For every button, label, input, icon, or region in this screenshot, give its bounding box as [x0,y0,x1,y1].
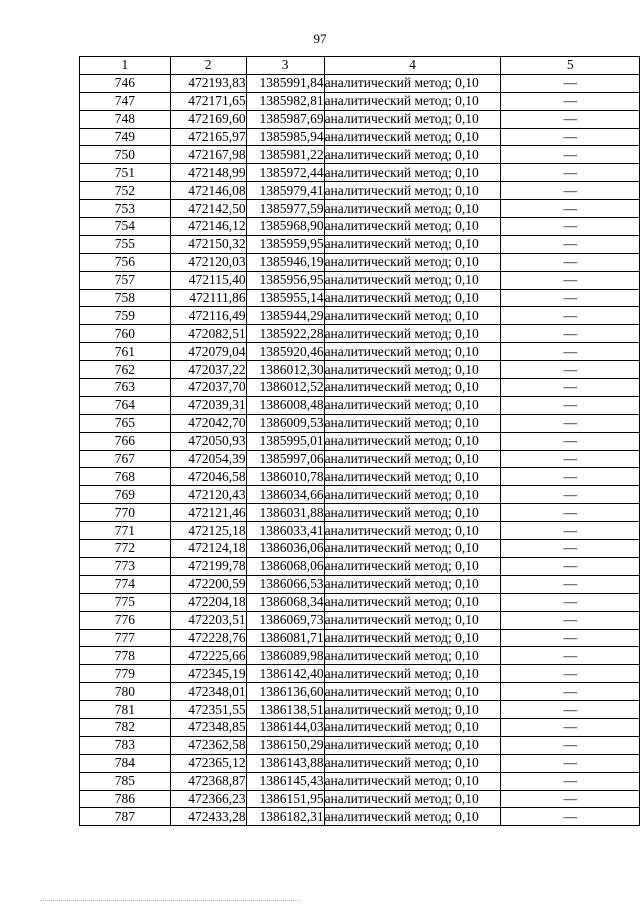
point-number-cell: 761 [80,343,171,361]
method-accuracy-cell: аналитический метод; 0,10 [324,593,501,611]
method-accuracy-cell: аналитический метод; 0,10 [324,718,501,736]
note-cell: — [501,128,640,146]
note-cell: — [501,683,640,701]
table-row [80,718,640,736]
method-accuracy-cell: аналитический метод; 0,10 [324,629,501,647]
note-cell: — [501,575,640,593]
point-number-cell: 782 [80,718,171,736]
table-row [80,772,640,790]
y-coordinate-cell: 1385991,84 [246,74,324,92]
y-coordinate-cell: 1386142,40 [246,665,324,683]
y-coordinate-cell: 1386182,31 [246,808,324,826]
table-row [80,790,640,808]
table-row [80,74,640,92]
table-row [80,486,640,504]
point-number-cell: 770 [80,504,171,522]
note-cell: — [501,540,640,558]
column-header: 2 [170,57,246,75]
point-number-cell: 768 [80,468,171,486]
point-number-cell: 775 [80,593,171,611]
table-row [80,128,640,146]
point-number-cell: 785 [80,772,171,790]
point-number-cell: 765 [80,414,171,432]
point-number-cell: 764 [80,396,171,414]
note-cell: — [501,325,640,343]
method-accuracy-cell: аналитический метод; 0,10 [324,486,501,504]
x-coordinate-cell: 472039,31 [170,396,246,414]
point-number-cell: 750 [80,146,171,164]
point-number-cell: 758 [80,289,171,307]
y-coordinate-cell: 1385985,94 [246,128,324,146]
table-row [80,164,640,182]
method-accuracy-cell: аналитический метод; 0,10 [324,271,501,289]
note-cell: — [501,522,640,540]
column-header: 5 [501,57,640,75]
method-accuracy-cell: аналитический метод; 0,10 [324,218,501,236]
x-coordinate-cell: 472365,12 [170,754,246,772]
method-accuracy-cell: аналитический метод; 0,10 [324,754,501,772]
point-number-cell: 754 [80,218,171,236]
point-number-cell: 787 [80,808,171,826]
note-cell: — [501,432,640,450]
note-cell: — [501,647,640,665]
y-coordinate-cell: 1386031,88 [246,504,324,522]
method-accuracy-cell: аналитический метод; 0,10 [324,647,501,665]
y-coordinate-cell: 1386136,60 [246,683,324,701]
table-row [80,575,640,593]
table-row [80,665,640,683]
method-accuracy-cell: аналитический метод; 0,10 [324,325,501,343]
note-cell: — [501,718,640,736]
x-coordinate-cell: 472165,97 [170,128,246,146]
x-coordinate-cell: 472228,76 [170,629,246,647]
table-row [80,414,640,432]
table-row [80,235,640,253]
y-coordinate-cell: 1386081,71 [246,629,324,647]
y-coordinate-cell: 1385955,14 [246,289,324,307]
point-number-cell: 783 [80,736,171,754]
x-coordinate-cell: 472046,58 [170,468,246,486]
method-accuracy-cell: аналитический метод; 0,10 [324,736,501,754]
note-cell: — [501,253,640,271]
point-number-cell: 760 [80,325,171,343]
y-coordinate-cell: 1385979,41 [246,182,324,200]
page-number: 97 [313,31,327,46]
table-row [80,611,640,629]
table-row [80,540,640,558]
note-cell: — [501,307,640,325]
table-row [80,593,640,611]
method-accuracy-cell: аналитический метод; 0,10 [324,790,501,808]
method-accuracy-cell: аналитический метод; 0,10 [324,468,501,486]
note-cell: — [501,736,640,754]
x-coordinate-cell: 472368,87 [170,772,246,790]
x-coordinate-cell: 472366,23 [170,790,246,808]
method-accuracy-cell: аналитический метод; 0,10 [324,379,501,397]
x-coordinate-cell: 472169,60 [170,110,246,128]
y-coordinate-cell: 1386145,43 [246,772,324,790]
y-coordinate-cell: 1386143,88 [246,754,324,772]
table-row [80,504,640,522]
y-coordinate-cell: 1385981,22 [246,146,324,164]
method-accuracy-cell: аналитический метод; 0,10 [324,522,501,540]
y-coordinate-cell: 1386066,53 [246,575,324,593]
table-row [80,182,640,200]
method-accuracy-cell: аналитический метод; 0,10 [324,128,501,146]
method-accuracy-cell: аналитический метод; 0,10 [324,557,501,575]
note-cell: — [501,146,640,164]
table-row [80,683,640,701]
y-coordinate-cell: 1385997,06 [246,450,324,468]
method-accuracy-cell: аналитический метод; 0,10 [324,611,501,629]
table-row [80,289,640,307]
point-number-cell: 747 [80,92,171,110]
x-coordinate-cell: 472115,40 [170,271,246,289]
y-coordinate-cell: 1386034,66 [246,486,324,504]
column-header: 3 [246,57,324,75]
y-coordinate-cell: 1386010,78 [246,468,324,486]
x-coordinate-cell: 472120,43 [170,486,246,504]
y-coordinate-cell: 1386089,98 [246,647,324,665]
table-row [80,754,640,772]
y-coordinate-cell: 1385922,28 [246,325,324,343]
method-accuracy-cell: аналитический метод; 0,10 [324,235,501,253]
note-cell: — [501,593,640,611]
point-number-cell: 774 [80,575,171,593]
y-coordinate-cell: 1386068,06 [246,557,324,575]
x-coordinate-cell: 472054,39 [170,450,246,468]
y-coordinate-cell: 1385956,95 [246,271,324,289]
point-number-cell: 767 [80,450,171,468]
x-coordinate-cell: 472079,04 [170,343,246,361]
column-header: 4 [324,57,501,75]
method-accuracy-cell: аналитический метод; 0,10 [324,432,501,450]
table-row [80,271,640,289]
x-coordinate-cell: 472348,01 [170,683,246,701]
method-accuracy-cell: аналитический метод; 0,10 [324,701,501,719]
table-row [80,647,640,665]
x-coordinate-cell: 472433,28 [170,808,246,826]
method-accuracy-cell: аналитический метод; 0,10 [324,450,501,468]
x-coordinate-cell: 472111,86 [170,289,246,307]
method-accuracy-cell: аналитический метод; 0,10 [324,361,501,379]
note-cell: — [501,754,640,772]
point-number-cell: 779 [80,665,171,683]
table-row [80,629,640,647]
note-cell: — [501,486,640,504]
note-cell: — [501,164,640,182]
table-row [80,307,640,325]
y-coordinate-cell: 1386033,41 [246,522,324,540]
table-row [80,522,640,540]
point-number-cell: 749 [80,128,171,146]
point-number-cell: 755 [80,235,171,253]
method-accuracy-cell: аналитический метод; 0,10 [324,164,501,182]
column-header: 1 [80,57,171,75]
note-cell: — [501,271,640,289]
point-number-cell: 777 [80,629,171,647]
x-coordinate-cell: 472351,55 [170,701,246,719]
table-row [80,432,640,450]
table-row [80,343,640,361]
y-coordinate-cell: 1386138,51 [246,701,324,719]
point-number-cell: 756 [80,253,171,271]
point-number-cell: 759 [80,307,171,325]
note-cell: — [501,468,640,486]
table-row [80,361,640,379]
note-cell: — [501,92,640,110]
method-accuracy-cell: аналитический метод; 0,10 [324,540,501,558]
x-coordinate-cell: 472121,46 [170,504,246,522]
x-coordinate-cell: 472225,66 [170,647,246,665]
note-cell: — [501,289,640,307]
point-number-cell: 763 [80,379,171,397]
point-number-cell: 784 [80,754,171,772]
method-accuracy-cell: аналитический метод; 0,10 [324,343,501,361]
note-cell: — [501,665,640,683]
method-accuracy-cell: аналитический метод; 0,10 [324,307,501,325]
point-number-cell: 772 [80,540,171,558]
table-header-row [80,57,640,75]
note-cell: — [501,701,640,719]
y-coordinate-cell: 1385982,81 [246,92,324,110]
x-coordinate-cell: 472204,18 [170,593,246,611]
note-cell: — [501,611,640,629]
table-row [80,808,640,826]
y-coordinate-cell: 1385995,01 [246,432,324,450]
note-cell: — [501,808,640,826]
note-cell: — [501,629,640,647]
method-accuracy-cell: аналитический метод; 0,10 [324,772,501,790]
table-row [80,200,640,218]
note-cell: — [501,361,640,379]
point-number-cell: 780 [80,683,171,701]
y-coordinate-cell: 1385944,29 [246,307,324,325]
y-coordinate-cell: 1386151,95 [246,790,324,808]
point-number-cell: 757 [80,271,171,289]
x-coordinate-cell: 472146,12 [170,218,246,236]
table-row [80,396,640,414]
x-coordinate-cell: 472200,59 [170,575,246,593]
note-cell: — [501,557,640,575]
table-row [80,110,640,128]
method-accuracy-cell: аналитический метод; 0,10 [324,665,501,683]
x-coordinate-cell: 472171,65 [170,92,246,110]
method-accuracy-cell: аналитический метод; 0,10 [324,146,501,164]
method-accuracy-cell: аналитический метод; 0,10 [324,683,501,701]
point-number-cell: 748 [80,110,171,128]
x-coordinate-cell: 472199,78 [170,557,246,575]
point-number-cell: 771 [80,522,171,540]
x-coordinate-cell: 472193,83 [170,74,246,92]
y-coordinate-cell: 1385977,59 [246,200,324,218]
x-coordinate-cell: 472050,93 [170,432,246,450]
x-coordinate-cell: 472345,19 [170,665,246,683]
note-cell: — [501,414,640,432]
table-row [80,325,640,343]
point-number-cell: 786 [80,790,171,808]
point-number-cell: 776 [80,611,171,629]
y-coordinate-cell: 1385972,44 [246,164,324,182]
x-coordinate-cell: 472082,51 [170,325,246,343]
y-coordinate-cell: 1385968,90 [246,218,324,236]
note-cell: — [501,450,640,468]
table-row [80,146,640,164]
point-number-cell: 752 [80,182,171,200]
y-coordinate-cell: 1386036,06 [246,540,324,558]
note-cell: — [501,218,640,236]
table-row [80,218,640,236]
y-coordinate-cell: 1386069,73 [246,611,324,629]
x-coordinate-cell: 472116,49 [170,307,246,325]
y-coordinate-cell: 1385987,69 [246,110,324,128]
point-number-cell: 762 [80,361,171,379]
point-number-cell: 746 [80,74,171,92]
y-coordinate-cell: 1386009,53 [246,414,324,432]
coordinates-table [79,56,640,826]
note-cell: — [501,772,640,790]
table-row [80,701,640,719]
note-cell: — [501,74,640,92]
method-accuracy-cell: аналитический метод; 0,10 [324,92,501,110]
table-row [80,450,640,468]
x-coordinate-cell: 472142,50 [170,200,246,218]
x-coordinate-cell: 472125,18 [170,522,246,540]
table-row [80,468,640,486]
page-footer-scan-artifact [40,896,300,901]
y-coordinate-cell: 1385959,95 [246,235,324,253]
x-coordinate-cell: 472348,85 [170,718,246,736]
x-coordinate-cell: 472150,32 [170,235,246,253]
x-coordinate-cell: 472167,98 [170,146,246,164]
method-accuracy-cell: аналитический метод; 0,10 [324,74,501,92]
table-body [80,74,640,825]
method-accuracy-cell: аналитический метод; 0,10 [324,182,501,200]
note-cell: — [501,110,640,128]
x-coordinate-cell: 472120,03 [170,253,246,271]
table-row [80,736,640,754]
method-accuracy-cell: аналитический метод; 0,10 [324,414,501,432]
method-accuracy-cell: аналитический метод; 0,10 [324,575,501,593]
point-number-cell: 751 [80,164,171,182]
y-coordinate-cell: 1386012,52 [246,379,324,397]
note-cell: — [501,343,640,361]
method-accuracy-cell: аналитический метод; 0,10 [324,396,501,414]
note-cell: — [501,504,640,522]
point-number-cell: 773 [80,557,171,575]
x-coordinate-cell: 472148,99 [170,164,246,182]
x-coordinate-cell: 472362,58 [170,736,246,754]
x-coordinate-cell: 472037,70 [170,379,246,397]
point-number-cell: 766 [80,432,171,450]
y-coordinate-cell: 1385946,19 [246,253,324,271]
y-coordinate-cell: 1386068,34 [246,593,324,611]
table-row [80,379,640,397]
point-number-cell: 769 [80,486,171,504]
point-number-cell: 778 [80,647,171,665]
method-accuracy-cell: аналитический метод; 0,10 [324,808,501,826]
y-coordinate-cell: 1386144,03 [246,718,324,736]
x-coordinate-cell: 472037,22 [170,361,246,379]
table-row [80,92,640,110]
point-number-cell: 753 [80,200,171,218]
method-accuracy-cell: аналитический метод; 0,10 [324,504,501,522]
y-coordinate-cell: 1386150,29 [246,736,324,754]
table-row [80,253,640,271]
note-cell: — [501,235,640,253]
method-accuracy-cell: аналитический метод; 0,10 [324,110,501,128]
note-cell: — [501,396,640,414]
x-coordinate-cell: 472146,08 [170,182,246,200]
note-cell: — [501,790,640,808]
y-coordinate-cell: 1386008,48 [246,396,324,414]
x-coordinate-cell: 472203,51 [170,611,246,629]
method-accuracy-cell: аналитический метод; 0,10 [324,289,501,307]
x-coordinate-cell: 472042,70 [170,414,246,432]
note-cell: — [501,182,640,200]
note-cell: — [501,200,640,218]
y-coordinate-cell: 1385920,46 [246,343,324,361]
note-cell: — [501,379,640,397]
y-coordinate-cell: 1386012,30 [246,361,324,379]
point-number-cell: 781 [80,701,171,719]
table-row [80,557,640,575]
x-coordinate-cell: 472124,18 [170,540,246,558]
method-accuracy-cell: аналитический метод; 0,10 [324,253,501,271]
method-accuracy-cell: аналитический метод; 0,10 [324,200,501,218]
